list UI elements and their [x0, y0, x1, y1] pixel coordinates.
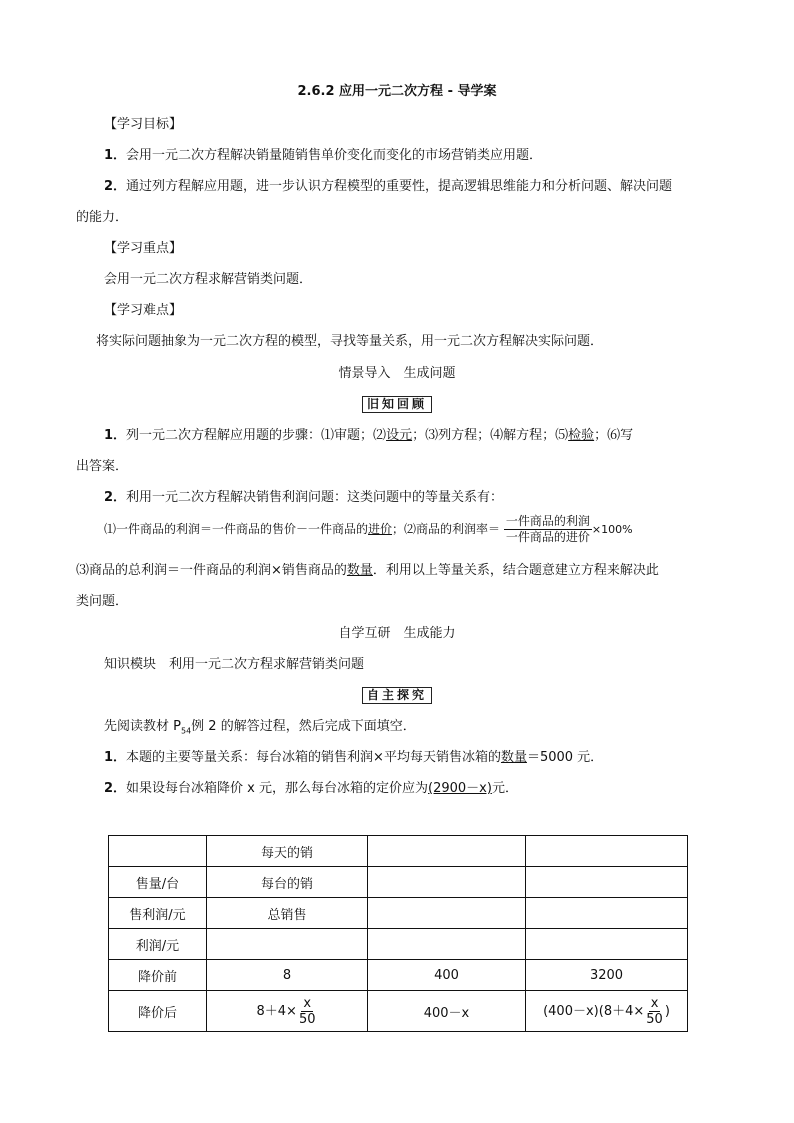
section2-heading: 自学互研 生成能力 [338, 626, 456, 641]
question-2: 2．如果设每台冰箱降价 x 元，那么每台冰箱的定价应为(2900－x)元． [104, 781, 518, 796]
question-1: 1．本题的主要等量关系：每台冰箱的销售利润×平均每天销售冰箱的数量＝5000 元． [104, 750, 604, 765]
table-row: 每天的销 [109, 836, 688, 867]
difficulties-heading: 【学习难点】 [104, 303, 183, 318]
objective-item-2-cont: 的能力． [76, 210, 129, 225]
steps-paragraph: 1．列一元二次方程解应用题的步骤：⑴审题；⑵设元；⑶列方程；⑷解方程；⑸检验；⑹写 [104, 428, 634, 443]
formula-line-1: ⑴一件商品的利润＝一件商品的售价－一件商品的进价；⑵商品的利润率＝ $\frac{\text{一件商品的利润}}{\text{一件商品的进价}}$ ×100% [104, 514, 633, 544]
reading-intro: 先阅读教材 $P_{54}$例 2 的解答过程，然后完成下面填空． [104, 719, 416, 736]
profit-intro: 2．利用一元二次方程解决销售利润问题：这类问题中的等量关系有： [104, 490, 504, 505]
price-after-expression: 8＋4× $\frac{x}{50}$ [207, 991, 368, 1032]
explore-badge-wrap [0, 687, 794, 705]
objective-item-2: 2．通过列方程解应用题，进一步认识方程模型的重要性，提高逻辑思维能力和分析问题、解决问题 [104, 179, 673, 194]
section1-heading: 情景导入 生成问题 [338, 366, 456, 381]
table-row: 售利润/元 总销售 [109, 898, 688, 929]
formula-line-3-cont: 类问题． [76, 594, 129, 609]
review-badge-wrap [0, 396, 794, 414]
sales-table [108, 835, 688, 1032]
table-row: 降价前 8 400 3200 [109, 960, 688, 991]
objectives-heading: 【学习目标】 [104, 117, 183, 132]
review-badge: 旧知回顾 [362, 396, 432, 413]
total-profit-after-expression: (400－x)(8＋4× $\frac{x}{50}$ ) [526, 991, 688, 1032]
difficulties-text: 将实际问题抽象为一元二次方程的模型，寻找等量关系，用一元二次方程解决实际问题． [96, 334, 604, 349]
key-points-heading: 【学习重点】 [104, 241, 183, 256]
table-row: 降价后 8＋4× $\frac{x}{50}$ 400－x (400－x)(8＋4× $\frac{x}{50}$ ) [109, 991, 688, 1032]
knowledge-module: 知识模块 利用一元二次方程求解营销类问题 [104, 657, 365, 672]
steps-paragraph-cont: 出答案． [76, 459, 129, 474]
key-points-text: 会用一元二次方程求解营销类问题． [104, 272, 313, 287]
table-row: 利润/元 [109, 929, 688, 960]
explore-badge: 自主探究 [362, 687, 432, 704]
profit-rate-fraction: $\frac{\text{一件商品的利润}}{\text{一件商品的进价}}$ [505, 514, 590, 544]
table-row: 售量/台 每台的销 [109, 867, 688, 898]
objective-item-1: 1．会用一元二次方程解决销量随销售单价变化而变化的市场营销类应用题． [104, 148, 543, 163]
page-title: 2.6.2 应用一元二次方程 - 导学案 [297, 84, 497, 99]
formula-line-3: ⑶商品的总利润＝一件商品的利润×销售商品的数量．利用以上等量关系，结合题意建立方程来解决此 [76, 563, 659, 578]
